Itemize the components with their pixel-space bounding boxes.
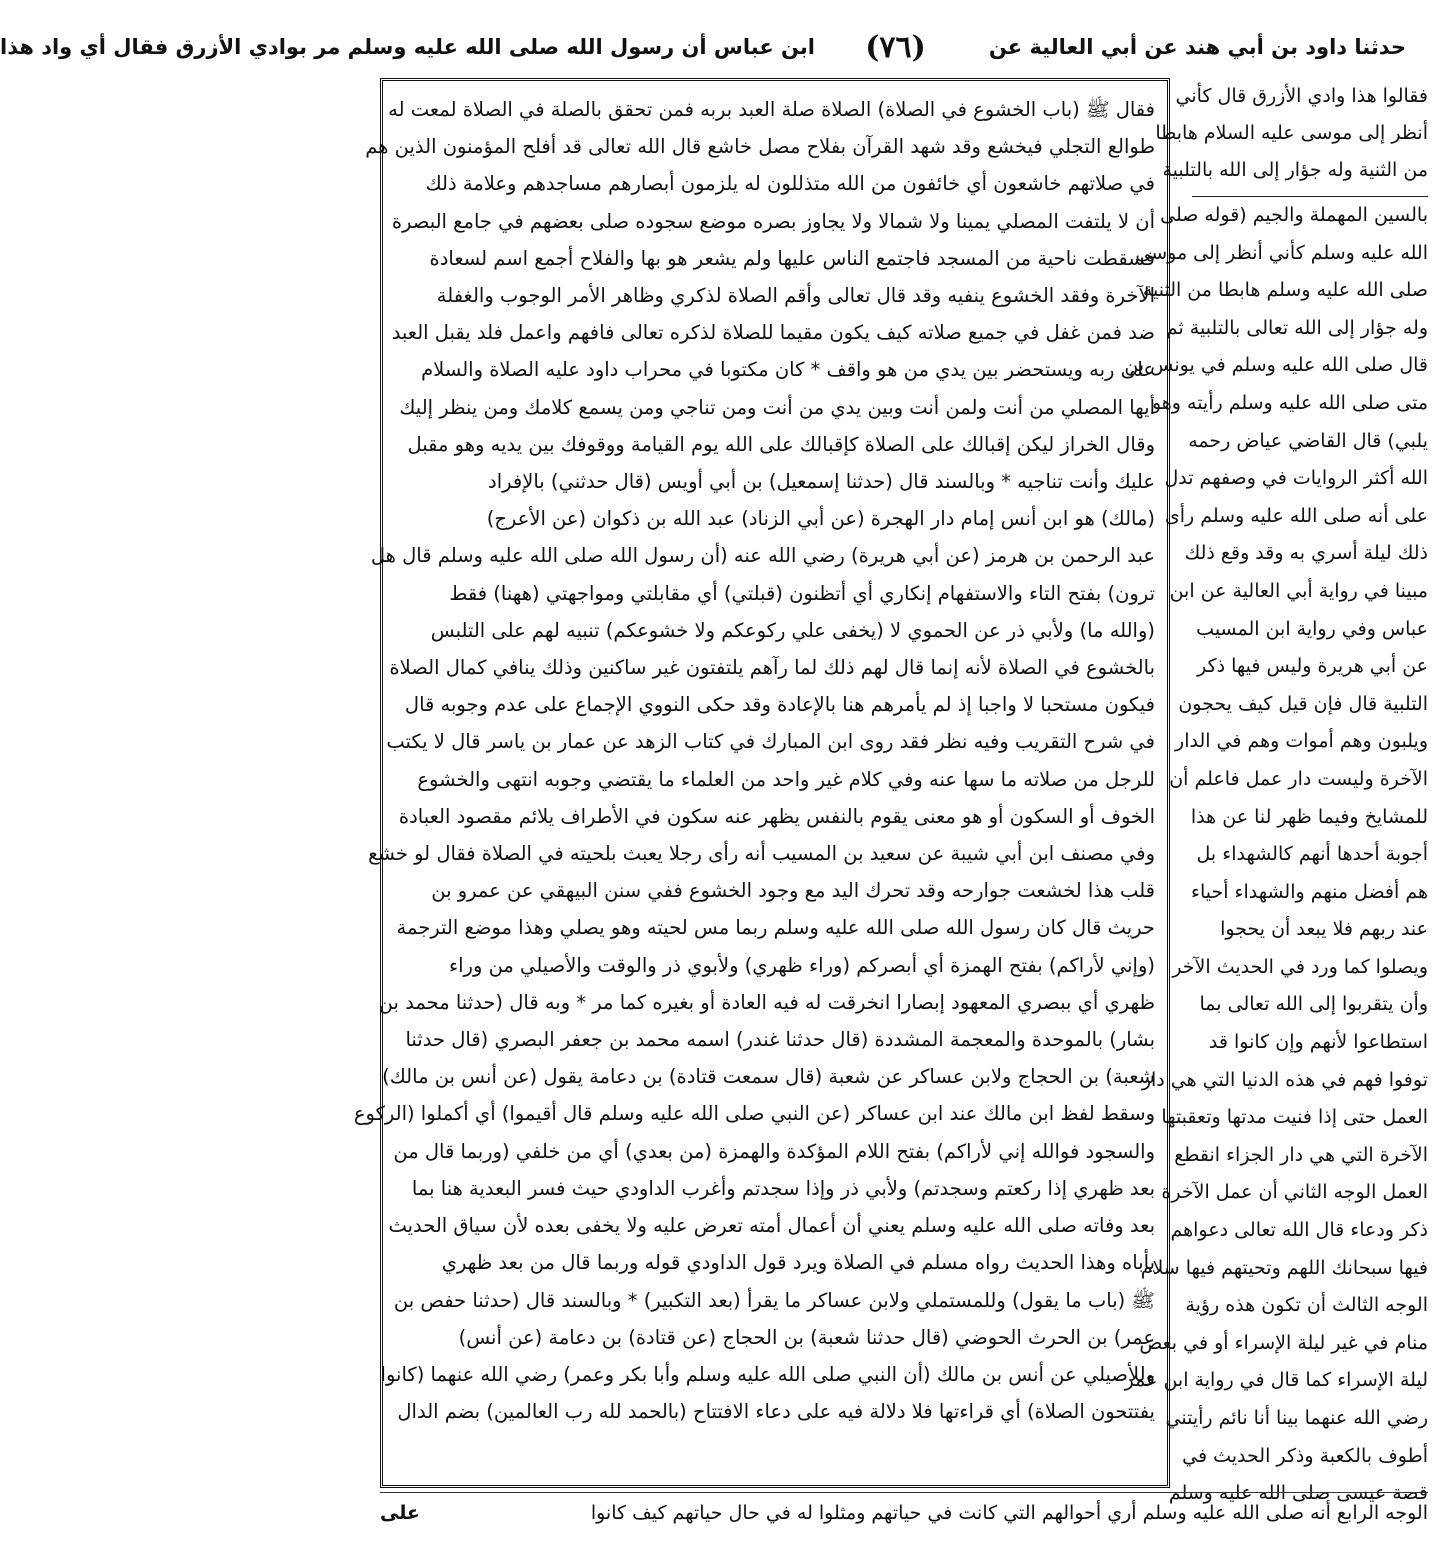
margin-commentary-line: للمشايخ وفيما ظهر لنا عن هذا xyxy=(1190,805,1428,828)
main-text-line: يفتتحون الصلاة) أي قراءتها فلا دلالة فيه على دعاء الافتتاح (بالحمد لله رب العالمين) بضم الدال xyxy=(397,1400,1155,1424)
margin-commentary-line: فيها سبحانك اللهم وتحيتهم فيها سلام xyxy=(1140,1256,1428,1279)
main-text-frame xyxy=(353,78,1170,1488)
page-footer xyxy=(380,1492,1428,1533)
margin-commentary-line: وله جؤار إلى الله تعالى بالتلبية ثم xyxy=(1165,316,1428,339)
margin-commentary-line: بالسين المهملة والجيم (قوله صلى xyxy=(1160,204,1428,226)
main-text-line: قلب هذا لخشعت جوارحه وقد تحرك اليد مع وجود الخشوع ففي سنن البيهقي عن عمرو بن xyxy=(431,879,1155,903)
header-left-text: ابن عباس أن رسول الله صلى الله عليه وسلم مر بوادي الأزرق فقال أي واد هذا xyxy=(0,35,816,59)
main-text-line: (وإني لأراكم) بفتح الهمزة أي أبصركم (وراء ظهري) ولأبوي ذر والوقت والأصيلي من وراء xyxy=(448,953,1155,977)
margin-commentary-line: التلبية قال فإن قيل كيف يحجون xyxy=(1178,692,1428,715)
margin-commentary-line: استطاعوا لأنهم وإن كانوا قد xyxy=(1208,1031,1428,1054)
margin-commentary-line: ويلبون وهم أموات وهم في الدار xyxy=(1175,730,1428,753)
main-text-line: حريث قال كان رسول الله صلى الله عليه وسلم ربما مس لحيته وهو يصلي وهذا موضع الترجمة xyxy=(396,916,1155,940)
main-text-line: بالخشوع في الصلاة لأنه إنما قال لهم ذلك لما رآهم يلتفتون غير ساكنين وذلك ينافي كمال الصلاة xyxy=(389,656,1155,680)
margin-commentary-line: الله أكثر الروايات في وصفهم تدل xyxy=(1164,467,1428,490)
margin-commentary-line: ذكر ودعاء قال الله تعالى دعواهم xyxy=(1170,1219,1428,1242)
main-text-line: فيكون مستحبا لا واجبا إذ لم يأمرهم هنا بالإعادة وقد حكى النووي الإجماع على عدم وجوبه قال xyxy=(404,693,1155,717)
main-text-line: ترون) بفتح التاء والاستفهام إنكاري أي أتظنون (قبلتي) أي مقابلتي ومواجهتي (ههنا) فقط xyxy=(449,581,1155,605)
main-text-line: بعد ظهري إذا ركعتم وسجدتم) ولأبي ذر وإذا سجدتم وأغرب الداودي حيث فسر البعدية هنا بما xyxy=(411,1176,1155,1200)
margin-commentary-line: يلبي) قال القاضي عياض رحمه xyxy=(1188,429,1428,452)
main-text-line: عليك وأنت تناجيه * وبالسند قال (حدثنا إسمعيل) بن أبي أويس (قال حدثني) بالإفراد xyxy=(488,470,1155,494)
margin-commentary-line: صلى الله عليه وسلم هابطا من الثنية xyxy=(1142,279,1428,302)
main-text-line: وقال الخراز ليكن إقبالك على الصلاة كإقبالك على الله يوم القيامة ووقوفك بين يديه وهو مقبل xyxy=(407,432,1155,456)
margin-commentary-line: الآخرة التي هي دار الجزاء انقطع xyxy=(1174,1143,1428,1166)
header-right-text: حدثنا داود بن أبي هند عن أبي العالية عن xyxy=(988,35,1406,59)
margin-hadith-line: أنظر إلى موسى عليه السلام هابطا xyxy=(1155,122,1428,144)
main-text-line: عبد الرحمن بن هرمز (عن أبي هريرة) رضي الله عنه (أن رسول الله صلى الله عليه وسلم قال هل xyxy=(370,544,1155,568)
main-text-line: عمر) بن الحرث الحوضي (قال حدثنا شعبة) بن الحجاج (عن قتادة) بن دعامة (عن أنس) xyxy=(458,1325,1155,1349)
margin-commentary-line: العمل الوجه الثاني أن عمل الآخرة xyxy=(1161,1181,1428,1204)
main-text-line: (والله ما) ولأبي ذر عن الحموي لا (يخفى علي ركوعكم ولا خشوعكم) تنبيه لهم على التلبس xyxy=(430,618,1155,642)
margin-commentary-line: قال صلى الله عليه وسلم في يونس بن xyxy=(1124,354,1428,377)
margin-commentary-line: عباس وفي رواية ابن المسيب xyxy=(1196,617,1428,640)
main-text-line: فسقطت ناحية من المسجد فاجتمع الناس عليها ولم يشعر هو بها والفلاح أجمع اسم لسعادة xyxy=(429,246,1155,270)
margin-hadith-line: من الثنية وله جؤار إلى الله بالتلبية xyxy=(1162,159,1428,181)
main-text-line: للرجل من صلاته ما سها عنه وفي كلام غير واحد من العلماء ما يقتضي وجوبه انتهى والخشوع xyxy=(417,767,1155,791)
margin-commentary-line: الله عليه وسلم كأني أنظر إلى موسى xyxy=(1135,241,1428,264)
main-text-line: الخوف أو السكون أو هو معنى يقوم بالنفس يظهر عنه سكون في الأطراف يلائم مقصود العبادة xyxy=(398,804,1155,828)
main-text-line: وفي مصنف ابن أبي شيبة عن سعيد بن المسيب أنه رأى رجلا يعبث بلحيته في الصلاة فقال لو خشع xyxy=(368,842,1155,866)
page-header xyxy=(0,22,1406,72)
margin-hadith-line: فقالوا هذا وادي الأزرق قال كأني xyxy=(1175,85,1428,107)
main-text-line: وسقط لفظ ابن مالك عند ابن عساكر (عن النبي صلى الله عليه وسلم قال أقيموا) أي أكملوا (الركوع xyxy=(353,1102,1155,1126)
main-text-line: ضد فمن غفل في جميع صلاته كيف يكون مقيما للصلاة لذكره تعالى فافهم واعمل فلد يقبل العبد xyxy=(391,321,1155,345)
margin-commentary-line: ليلة الإسراء كما قال في رواية ابن عمر xyxy=(1124,1369,1428,1392)
margin-commentary-line: عن أبي هريرة وليس فيها ذكر xyxy=(1197,655,1428,678)
margin-commentary-line: قصة عيسى صلى الله عليه وسلم xyxy=(1168,1482,1428,1505)
main-text-line: (مالك) هو ابن أنس إمام دار الهجرة (عن أبي الزناد) عبد الله بن ذكوان (عن الأعرج) xyxy=(486,507,1155,531)
main-text-line: يأباه وهذا الحديث رواه مسلم في الصلاة ويرد قول الداودي قوله وربما قال من بعد ظهري xyxy=(441,1251,1155,1275)
main-text-line: طوالع التجلي فيخشع وقد شهد القرآن بفلاح مصل خاشع قال الله تعالى قد أفلح المؤمنون الذين هم xyxy=(365,135,1155,159)
main-text-line: بعد وفاته صلى الله عليه وسلم يعني أن أعمال أمته تعرض عليه ولا يخفى بعده لأن سياق الحديث xyxy=(388,1214,1155,1238)
margin-commentary-line: الوجه الثالث أن تكون هذه رؤية xyxy=(1185,1294,1428,1317)
margin-commentary-line: هم أفضل منهم والشهداء أحياء xyxy=(1191,880,1428,903)
margin-commentary-line: ويصلوا كما ورد في الحديث الآخر xyxy=(1172,955,1428,978)
main-text-line: شعبة) بن الحجاج ولابن عساكر عن شعبة (قال سمعت قتادة) بن دعامة يقول (عن أنس بن مالك) xyxy=(382,1065,1155,1089)
margin-commentary-line: متى صلى الله عليه وسلم رأيته وهو xyxy=(1151,391,1428,414)
main-text-line: ﷺ (باب ما يقول) وللمستملي ولابن عساكر ما يقرأ (بعد التكبير) * وبالسند قال (حدثنا حفص بن xyxy=(393,1288,1155,1312)
margin-commentary-line: مبينا في رواية أبي العالية عن ابن xyxy=(1169,579,1428,602)
footer-note: الوجه الرابع أنه صلى الله عليه وسلم أري أحوالهم التي كانت في حياتهم ومثلوا له في حال حياتهم كيف كانوا xyxy=(590,1502,1428,1524)
margin-commentary-line: وأن يتقربوا إلى الله تعالى بما xyxy=(1199,993,1428,1016)
margin-commentary-line: منام في غير ليلة الإسراء أو في بعض xyxy=(1139,1331,1428,1354)
margin-commentary-line: على أنه صلى الله عليه وسلم رأى xyxy=(1164,504,1428,527)
main-text-line: أيها المصلي من أنت ولمن أنت وبين يدي من أنت ومن تناجي ومن يسمع كلامك ومن ينظر إليك xyxy=(399,395,1155,419)
margin-commentary-line: ذلك ليلة أسري به وقد وقع ذلك xyxy=(1184,542,1428,565)
margin-commentary-line: رضي الله عنهما بينا أنا نائم رأيتني xyxy=(1165,1407,1428,1429)
margin-commentary xyxy=(1124,196,1428,1505)
margin-commentary-line: الآخرة وليست دار عمل فاعلم أن xyxy=(1169,767,1428,790)
margin-commentary-line: أجوبة أحدها أنهم كالشهداء بل xyxy=(1196,843,1428,866)
main-text-line: والسجود فوالله إني لأراكم) بفتح اللام المؤكدة والهمزة (من بعدي) أي من خلفي (وربما قال من xyxy=(393,1139,1155,1163)
main-text-line: أن لا يلتفت المصلي يمينا ولا شمالا ولا يجاوز بصره موضع سجوده صلى بعضهم في جامع البصرة xyxy=(391,209,1155,233)
margin-commentary-line: أطوف بالكعبة وذكر الحديث في xyxy=(1182,1444,1428,1467)
main-text-line: في شرح التقريب وفيه نظر فقد روى ابن المبارك في كتاب الزهد عن عمار بن ياسر قال لا يكتب xyxy=(386,730,1155,754)
main-text-line: في صلاتهم خاشعون أي خائفون من الله متذللون له يلزمون أبصارهم مساجدهم وعلامة ذلك xyxy=(425,172,1155,196)
margin-hadith-text xyxy=(1155,78,1428,190)
margin-commentary-line: توفوا فهم في هذه الدنيا التي هي دار xyxy=(1141,1068,1428,1091)
main-text-line: وللأصيلي عن أنس بن مالك (أن النبي صلى الله عليه وسلم وأبا بكر وعمر) رضي الله عنهما (كانوا xyxy=(380,1362,1155,1386)
margin-commentary-line: عند ربهم فلا يبعد أن يحجوا xyxy=(1220,918,1428,941)
main-text-line: الآخرة وفقد الخشوع ينفيه وقد قال تعالى وأقم الصلاة لذكري وظاهر الأمر الوجوب والغفلة xyxy=(436,284,1155,308)
main-text-line: ظهري أي ببصري المعهود إبصارا انخرقت له فيه العادة أو بغيره كما مر * وبه قال (حدثنا محمد بن xyxy=(378,990,1155,1014)
margin-commentary-line: العمل حتى إذا فنيت مدتها وتعقبتها xyxy=(1161,1106,1428,1129)
main-text-line: فقال ﷺ (باب الخشوع في الصلاة) الصلاة صلة العبد بربه فمن تحقق بالصلة في الصلاة لمعت له xyxy=(388,98,1155,121)
main-text-line: بشار) بالموحدة والمعجمة المشددة (قال حدثنا غندر) اسمه محمد بن جعفر البصري (قال حدثنا xyxy=(405,1028,1155,1052)
main-text-line: على ربه ويستحضر بين يدي من هو واقف * كان مكتوبا في محراب داود عليه الصلاة والسلام xyxy=(421,358,1155,382)
page-number: (٧٦) xyxy=(865,29,926,65)
catchword: على xyxy=(380,1502,420,1524)
